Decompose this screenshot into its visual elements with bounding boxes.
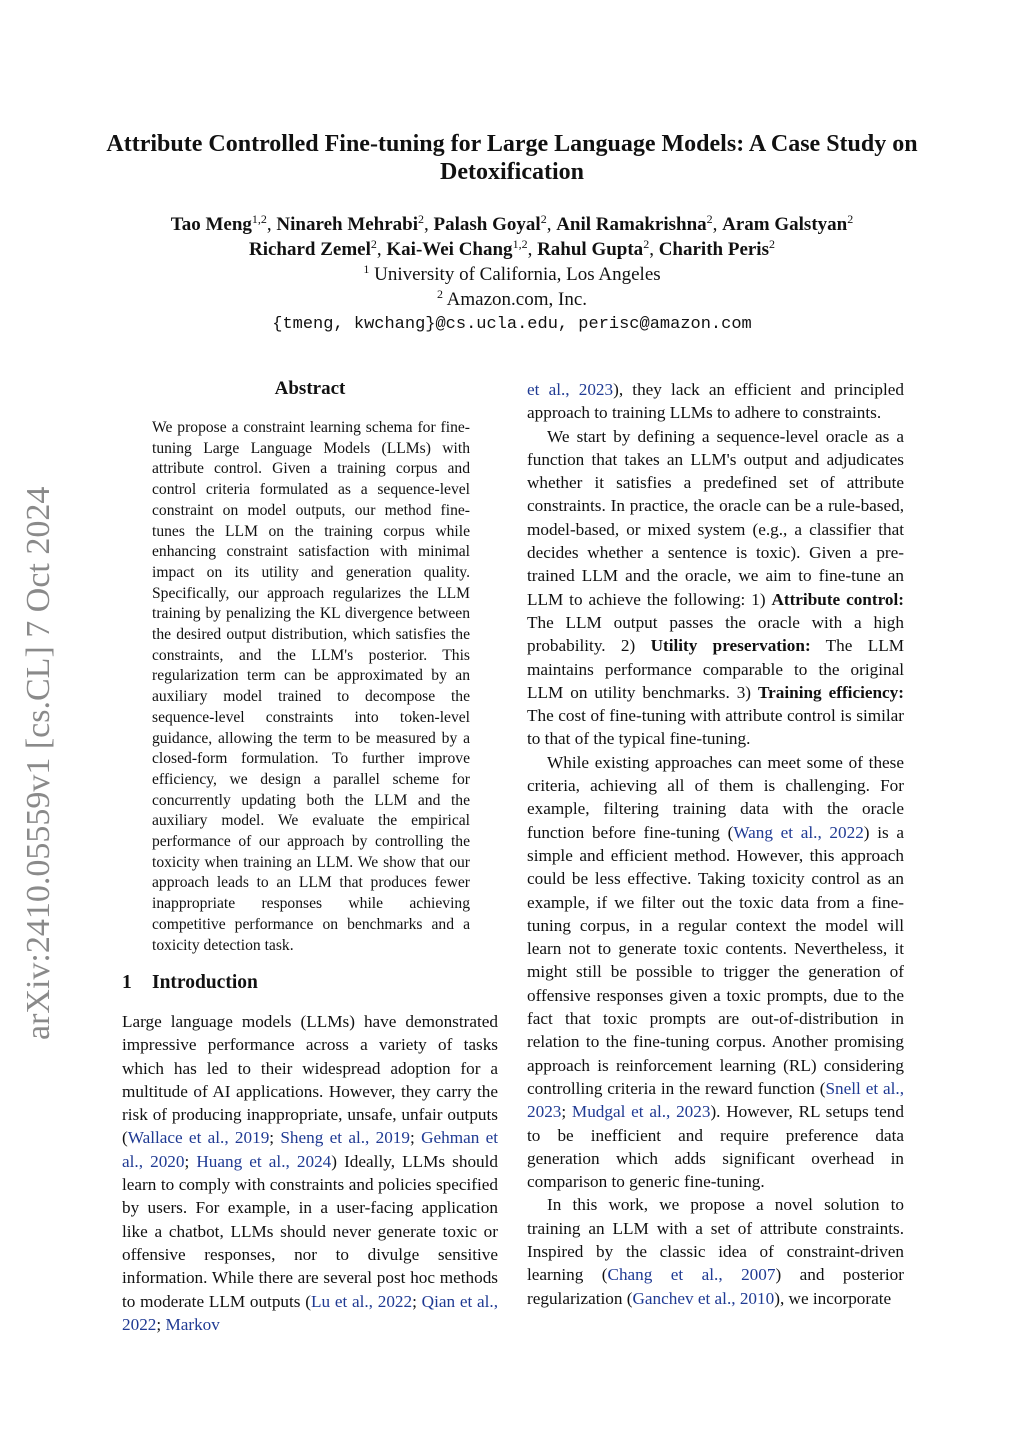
intro-right-column	[527, 378, 904, 1310]
citation-link[interactable]: Ganchev et al., 2010	[632, 1288, 775, 1308]
author-affiliation: 2	[643, 237, 650, 251]
author: Kai-Wei Chang	[386, 239, 513, 260]
paragraph-text: ), they lack an efficient and principled approach to training LLMs to adhere to constraints.	[527, 380, 904, 423]
author: Ninareh Mehrabi	[276, 214, 419, 235]
separator: ;	[269, 1128, 281, 1148]
author: Aram Galstyan	[722, 214, 848, 235]
citation-link[interactable]: Mudgal et al., 2023	[571, 1102, 711, 1122]
arxiv-identifier: arXiv:2410.05559v1 [cs.CL] 7 Oct 2024	[20, 486, 57, 1040]
paragraph-text: ) Ideally, LLMs should learn to comply with constraints and policies specified by users. For example, in a user-facing application like a chatbot, LLMs should never generate toxic or offensive responses, nor to divulge sensitive information. While there are several post hoc methods to moderate LLM outputs (	[122, 1151, 498, 1311]
section-title: Introduction	[152, 972, 258, 993]
bold-term: Training efficiency:	[757, 682, 904, 702]
author: Rahul Gupta	[537, 239, 644, 260]
affiliation-name: Amazon.com, Inc.	[446, 289, 588, 310]
affiliation-name: University of California, Los Angeles	[374, 264, 661, 285]
author-affiliation: 2	[418, 212, 425, 226]
affiliation-number: 1	[363, 262, 370, 276]
citation-link[interactable]: Huang et al., 2024	[196, 1151, 332, 1171]
paragraph-text: The cost of fine-tuning with attribute control is similar to that of the typical fine-tuning.	[527, 706, 904, 749]
citation-link[interactable]: Snell et al., 2023	[527, 1078, 904, 1122]
bold-term: Utility preservation:	[650, 636, 811, 656]
section-heading-introduction	[122, 972, 258, 994]
citation-link[interactable]: Wang et al., 2022	[733, 822, 864, 842]
intro-paragraph-4	[527, 1193, 904, 1309]
paragraph-text: Large language models (LLMs) have demonstrated impressive performance across a variety of tasks which has led to their widespread adoption for a multitude of AI applications. However, they carry the risk of producing inappropriate, unsafe, unfair outputs (	[122, 1012, 498, 1148]
authors-line-1: Tao Meng$^{1,2}$, Ninareh Mehrabi$^2$, Palash Goyal$^2$, Anil Ramakrishna$^2$, Aram Galstyan$^2$	[170, 212, 854, 235]
author-affiliation: 2	[370, 237, 377, 251]
citation-link[interactable]: Gehman et al., 2020	[122, 1128, 498, 1171]
separator: ;	[156, 1314, 166, 1334]
author: Charith Peris	[658, 239, 769, 260]
paragraph-text: We start by defining a sequence-level oracle as a function that takes an LLM's output and adjudicates whether it satisfies a predefined set of attribute constraints. In practice, the oracle can be a rule-based, model-based, or mixed system (e.g., a classifier that decides whether a sentence is toxic). Given a pre-trained LLM and the oracle, we aim to fine-tune an LLM to achieve the following: 1)	[527, 426, 904, 609]
intro-paragraph-1-cont	[527, 378, 904, 425]
citation-link[interactable]: Markov	[165, 1314, 220, 1334]
author-affiliation: 1,2	[512, 237, 528, 251]
author: Richard Zemel	[249, 239, 371, 260]
paragraph-text: The LLM maintains performance comparable to the original LLM on utility benchmarks. 3)	[527, 636, 904, 702]
section-number: 1	[122, 972, 132, 993]
affiliation	[80, 287, 944, 312]
paragraph-text: ), we incorporate	[774, 1288, 892, 1308]
author-affiliation: 2	[540, 212, 547, 226]
separator: ;	[412, 1291, 422, 1311]
author-affiliation: 1,2	[251, 212, 267, 226]
paragraph-text: ) is a simple and efficient method. However, this approach could be less effective. Taking toxicity control as an example, if we filter out the toxic data from a fine-tuning corpus, in a regular context the model will learn not to generate toxic contents. Nevertheless, it might still be possible to trigger the generation of offensive responses given a toxic prompts, due to the fact that toxic prompts are out-of-distribution in relation to the fine-tuning corpus. Another promising approach is reinforcement learning (RL) considering controlling criteria in the reward function (	[527, 822, 904, 1098]
citation-link[interactable]: Chang et al., 2007	[607, 1265, 776, 1285]
bold-term: Attribute control:	[771, 589, 904, 609]
paper-title: Attribute Controlled Fine-tuning for Large Language Models: A Case Study on Detoxification	[106, 131, 918, 185]
paragraph-text: The LLM output passes the oracle with a high probability. 2)	[527, 612, 904, 656]
author-affiliation: 2	[768, 237, 775, 251]
citation-link[interactable]: Sheng et al., 2019	[280, 1128, 410, 1148]
authors-line-2: Richard Zemel$^2$, Kai-Wei Chang$^{1,2}$, Rahul Gupta$^2$, Charith Peris$^2$	[249, 237, 775, 260]
author-block	[80, 212, 944, 337]
citation-link[interactable]: Qian et al., 2022	[122, 1291, 499, 1334]
paragraph-text: In this work, we propose a novel solution to training an LLM with a set of attribute constraints. Inspired by the classic idea of constraint-driven learning (	[527, 1195, 904, 1285]
paragraph-text: ). However, RL setups tend to be inefficient and require preference data generation which adds significant overhead in comparison to generic fine-tuning.	[527, 1102, 904, 1192]
affiliation-number: 2	[436, 287, 443, 301]
intro-paragraph-1	[122, 1010, 498, 1336]
abstract-text: We propose a constraint learning schema for fine-tuning Large Language Models (LLMs) with attribute control. Given a training corpus and control criteria formulated as a sequence-level constraint on model outputs, our method fine-tunes the LLM on the training corpus while enhancing constraint satisfaction with minimal impact on its utility and generation quality. Specifically, our approach regularizes the LLM training by penalizing the KL divergence between the desired output distribution, which satisfies the constraints, and the LLM's posterior. This regularization term can be approximated by an auxiliary model trained to decompose the sequence-level constraints into token-level guidance, allowing the term to be measured by a closed-form formulation. To further improve efficiency, we design a parallel scheme for concurrently updating both the LLM and the auxiliary model. We evaluate the empirical performance of our approach by controlling the toxicity when training an LLM. We show that our approach leads to an LLM that produces fewer inappropriate responses while achieving competitive performance on benchmarks and a toxicity detection task.	[152, 419, 470, 954]
intro-paragraph-2	[527, 425, 904, 751]
affiliation	[80, 262, 944, 287]
author: Tao Meng	[170, 214, 252, 235]
paragraph-text: While existing approaches can meet some of these criteria, achieving all of them is challenging. For example, filtering training data with the oracle function before fine-tuning (	[527, 752, 904, 842]
citation-link[interactable]: Wallace et al., 2019	[127, 1128, 270, 1148]
author-affiliation: 2	[706, 212, 713, 226]
citation-link[interactable]: et al., 2023	[527, 380, 614, 399]
intro-paragraph-3	[527, 751, 904, 1194]
author: Palash Goyal	[433, 214, 541, 235]
separator: ;	[184, 1151, 197, 1171]
separator: ;	[561, 1102, 572, 1122]
citation-link[interactable]: Lu et al., 2022	[310, 1291, 413, 1311]
intro-left-column	[122, 1010, 498, 1336]
separator: ;	[410, 1128, 422, 1148]
author-emails: {tmeng, kwchang}@cs.ucla.edu, perisc@amazon.com	[272, 315, 752, 334]
abstract-heading: Abstract	[274, 378, 346, 399]
author-affiliation: 2	[847, 212, 854, 226]
paragraph-text: ) and posterior regularization (	[527, 1265, 904, 1308]
author: Anil Ramakrishna	[556, 214, 707, 235]
